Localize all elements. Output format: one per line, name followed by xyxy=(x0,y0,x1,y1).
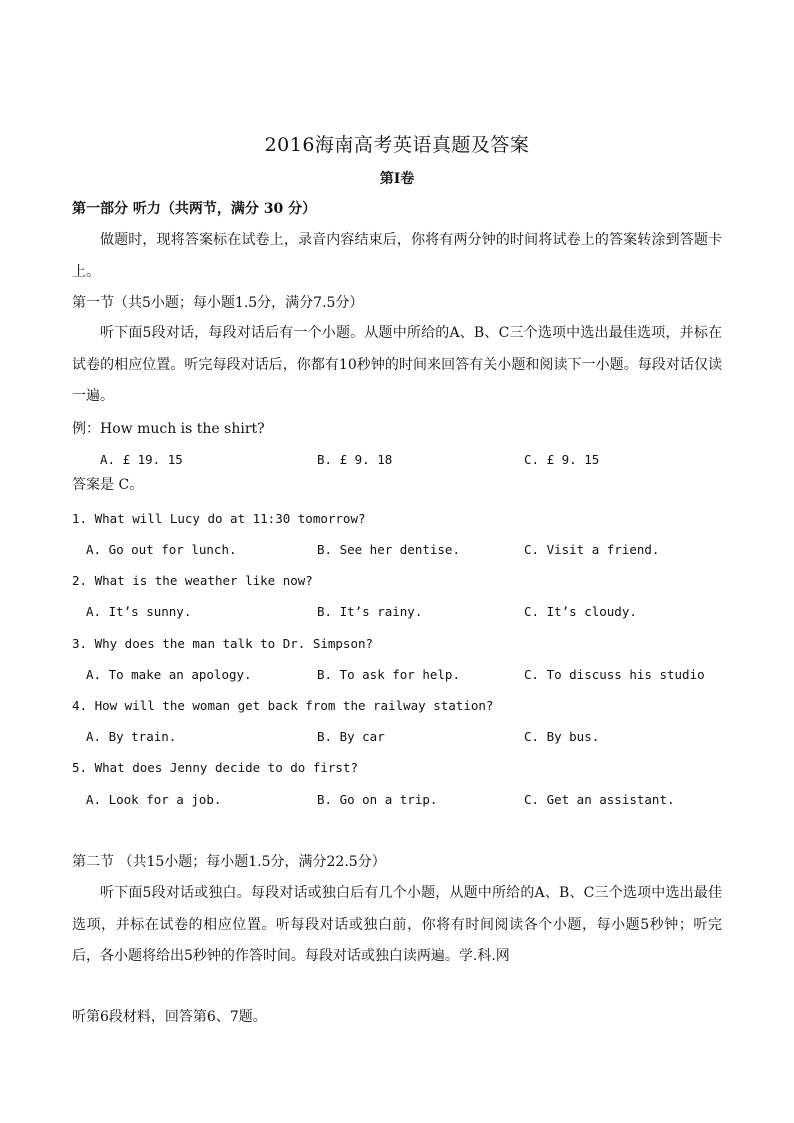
section1-heading: 第一节（共5小题；每小题1.5分，满分7.5分） xyxy=(72,295,364,311)
question-1-option-b: B. See her dentise. xyxy=(317,542,460,557)
question-3: 3. Why does the man talk to Dr. Simpson? xyxy=(72,636,374,651)
question-3-option-b: B. To ask for help. xyxy=(317,667,460,682)
question-3-option-c: C. To discuss his studio xyxy=(524,667,705,682)
example-option-b: B. £ 9. 18 xyxy=(317,452,393,467)
material-6-prompt: 听第6段材料，回答第6、7题。 xyxy=(72,1009,267,1025)
question-4: 4. How will the woman get back from the railway station? xyxy=(72,698,494,713)
question-5: 5. What does Jenny decide to do first? xyxy=(72,760,358,775)
page-title: 2016海南高考英语真题及答案 xyxy=(264,134,530,156)
question-1-option-a: A. Go out for lunch. xyxy=(86,542,237,557)
question-5-option-b: B. Go on a trip. xyxy=(317,792,438,807)
example-question xyxy=(72,418,265,438)
question-2-option-a: A. It’s sunny. xyxy=(86,604,192,619)
example-option-c: C. £ 9. 15 xyxy=(524,452,600,467)
question-4-option-b: B. By car xyxy=(317,729,385,744)
question-4-option-a: A. By train. xyxy=(86,729,177,744)
question-3-option-a: A. To make an apology. xyxy=(86,667,252,682)
question-2-option-c: C. It’s cloudy. xyxy=(524,604,637,619)
section1-instructions: 听下面5段对话，每段对话后有一个小题。从题中所给的A、B、C三个选项中选出最佳选项，并标在试卷的相应位置。听完每段对话后，你都有10秒钟的时间来回答有关小题和阅读下一小题。每段对话仅读一遍。 xyxy=(72,325,722,404)
volume-heading: 第I卷 xyxy=(379,171,415,187)
question-2-option-b: B. It’s rainy. xyxy=(317,604,423,619)
example-answer: 答案是 C。 xyxy=(72,477,144,493)
question-5-option-c: C. Get an assistant. xyxy=(524,792,675,807)
part1-instructions: 做题时，现将答案标在试卷上，录音内容结束后，你将有两分钟的时间将试卷上的答案转涂到答题卡上。 xyxy=(72,232,722,280)
section2-instructions: 听下面5段对话或独白。每段对话或独白后有几个小题，从题中所给的A、B、C三个选项中选出最佳选项，并标在试卷的相应位置。听每段对话或独白前，你将有时间阅读各个小题，每小题5秒钟；听完后，各小题将给出5秒钟的作答时间。每段对话或独白读两遍。学.科.网 xyxy=(72,885,722,964)
question-2: 2. What is the weather like now? xyxy=(72,573,313,588)
section2-heading: 第二节 （共15小题；每小题1.5分，满分22.5分） xyxy=(72,854,386,870)
question-4-option-c: C. By bus. xyxy=(524,729,600,744)
example-question-text: 例：How much is the shirt? xyxy=(72,421,265,437)
part1-heading: 第一部分 听力（共两节，满分 30 分） xyxy=(72,201,317,217)
question-5-option-a: A. Look for a job. xyxy=(86,792,222,807)
question-1: 1. What will Lucy do at 11:30 tomorrow? xyxy=(72,511,366,526)
question-1-option-c: C. Visit a friend. xyxy=(524,542,660,557)
example-option-a: A. £ 19. 15 xyxy=(100,452,183,467)
